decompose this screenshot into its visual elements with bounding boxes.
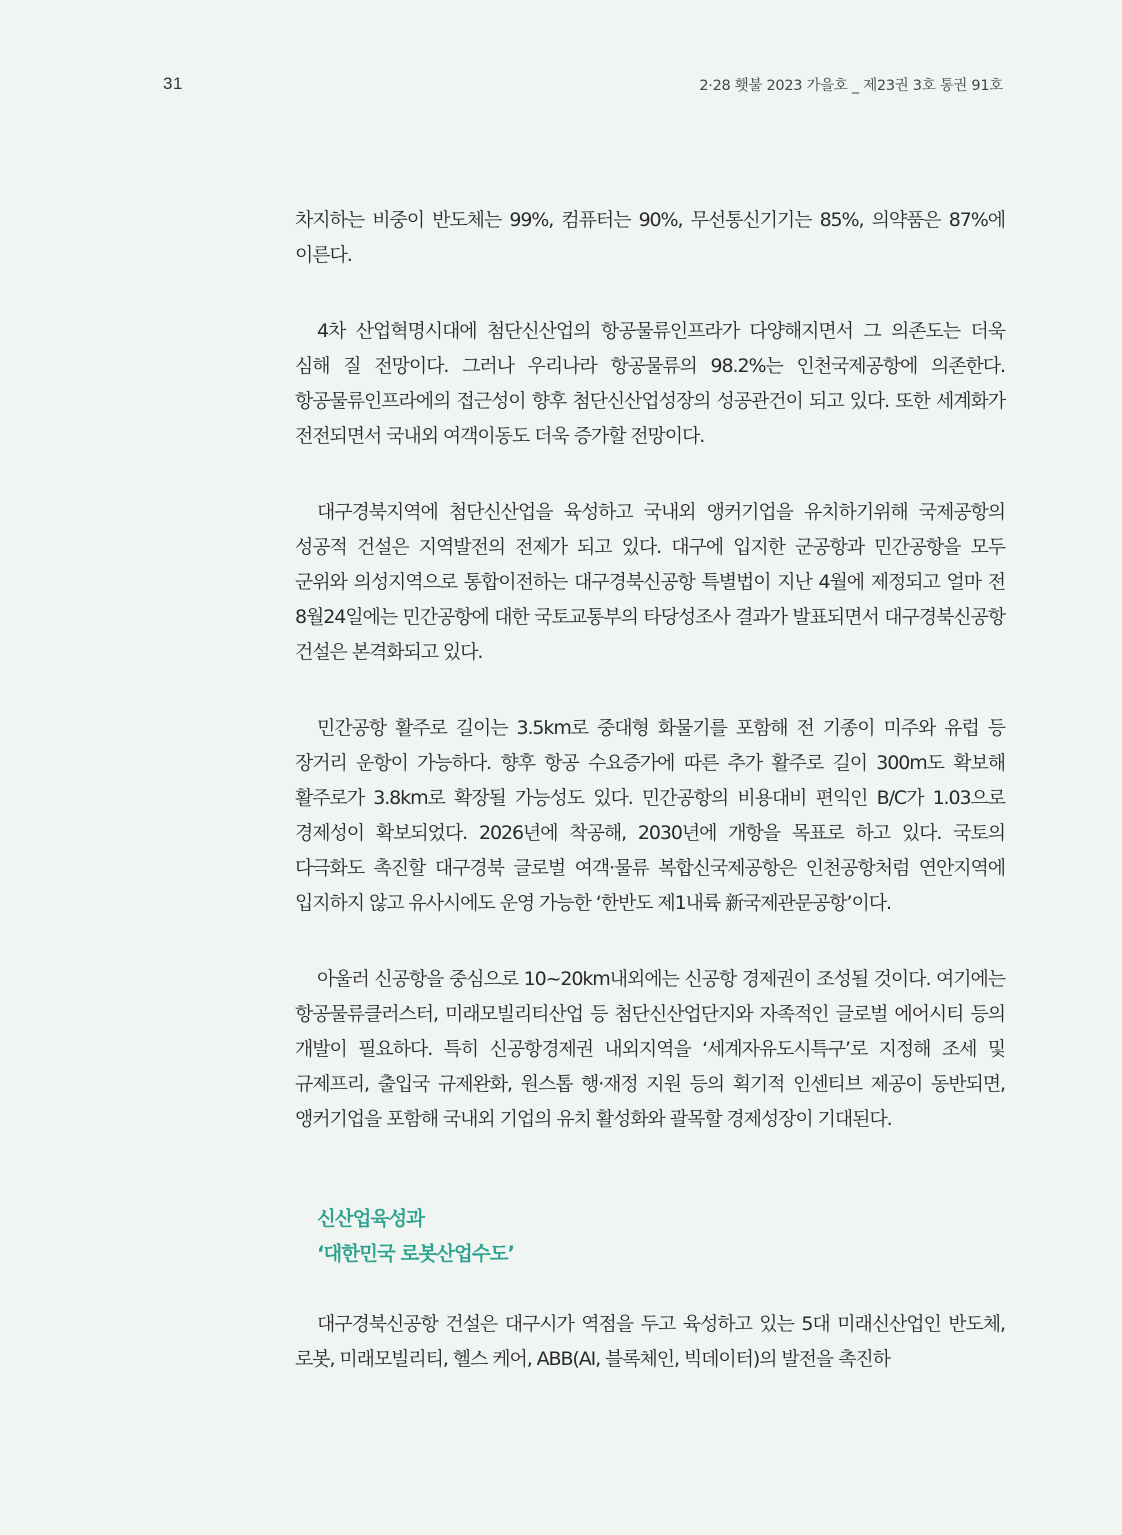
- running-header: 2·28 횃불 2023 가을호 _ 제23권 3호 통권 91호: [699, 78, 1003, 94]
- body-paragraph: 민간공항 활주로 길이는 3.5km로 중대형 화물기를 포함해 전 기종이 미주와 유럽 등 장거리 운항이 가능하다. 향후 항공 수요증가에 따른 추가 활주로 길이 300m도 확보해 활주로가 3.8km로 확장될 가능성도 있다. 민간공항의 비용대비 편익인 B/C가 1.03으로 경제성이 확보되었다. 2026년에 착공해, 2030년에 개항을 목표로 하고 있다. 국토의 다극화도 촉진할 대구경북 글로벌 여객·물류 복합신국제공항은 인천공항처럼 연안지역에 입지하지 않고 유사시에도 운영 가능한 ‘한반도 제1내륙 新국제관문공항’이다.: [295, 717, 1005, 914]
- section-heading-line: 신산업육성과: [317, 1207, 425, 1230]
- body-paragraph: 차지하는 비중이 반도체는 99%, 컴퓨터는 90%, 무선통신기기는 85%, 의약품은 87%에 이른다.: [295, 209, 1005, 266]
- section-heading-line: ‘대한민국 로봇산업수도’: [317, 1242, 514, 1265]
- body-paragraph: 대구경북지역에 첨단신산업을 육성하고 국내외 앵커기업을 유치하기위해 국제공항의 성공적 건설은 지역발전의 전제가 되고 있다. 대구에 입지한 군공항과 민간공항을 모두 군위와 의성지역으로 통합이전하는 대구경북신공항 특별법이 지난 4월에 제정되고 얼마 전 8월24일에는 민간공항에 대한 국토교통부의 타당성조사 결과가 발표되면서 대구경북신공항 건설은 본격화되고 있다.: [295, 501, 1005, 663]
- body-paragraph: 4차 산업혁명시대에 첨단신산업의 항공물류인프라가 다양해지면서 그 의존도는 더욱 심해 질 전망이다. 그러나 우리나라 항공물류의 98.2%는 인천국제공항에 의존한다. 항공물류인프라에의 접근성이 향후 첨단신산업성장의 성공관건이 되고 있다. 또한 세계화가 전전되면서 국내외 여객이동도 더욱 증가할 전망이다.: [295, 320, 1005, 447]
- section-heading: [317, 1201, 1005, 1271]
- body-paragraph: 대구경북신공항 건설은 대구시가 역점을 두고 육성하고 있는 5대 미래신산업인 반도체, 로봇, 미래모빌리티, 헬스 케어, ABB(AI, 블록체인, 빅데이터)의 발전을 촉진하: [295, 1313, 1005, 1370]
- page-number: 31: [163, 74, 183, 93]
- article-body: [295, 203, 1005, 1377]
- body-paragraph: 아울러 신공항을 중심으로 10~20km내외에는 신공항 경제권이 조성될 것이다. 여기에는 항공물류클러스터, 미래모빌리티산업 등 첨단신산업단지와 자족적인 글로벌 에어시티 등의 개발이 필요하다. 특히 신공항경제권 내외지역을 ‘세계자유도시특구’로 지정해 조세 및 규제프리, 출입국 규제완화, 원스톱 행·재정 지원 등의 획기적 인센티브 제공이 동반되면, 앵커기업을 포함해 국내외 기업의 유치 활성화와 괄목할 경제성장이 기대된다.: [295, 968, 1005, 1130]
